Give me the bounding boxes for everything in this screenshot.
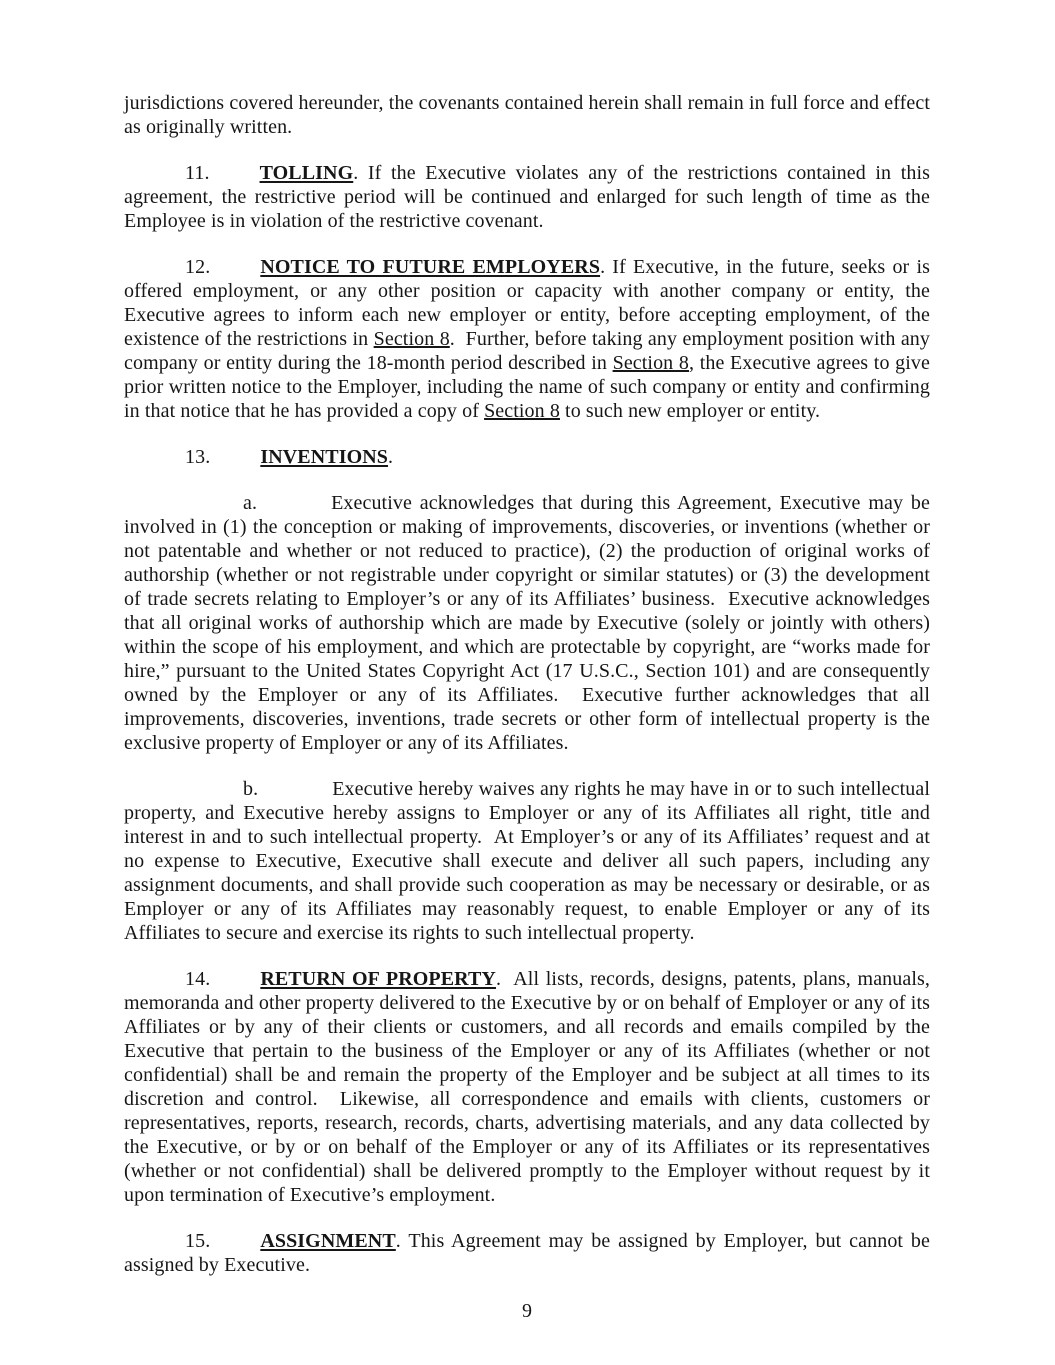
paragraph-number: 11. <box>185 162 210 184</box>
body-text: . This Agreement may be assigned by Employer, but cannot be assigned by Executive. <box>124 1230 930 1276</box>
body-text: . All lists, records, designs, patents, plans, manuals, memoranda and other property delivered to the Executive by or on behalf of Employer or any of its Affiliates or by any of their clients or customers, and all records and emails compiled by the Executive that pertain to the business of the Employer or any of its Affiliates (whether or not confidential) shall be and remain the property of the Employer and be subject at all times to its discretion and control. Likewise, all correspondence and emails with clients, customers or representatives, reports, research, records, charts, advertising materials, and any data collected by the Executive, or by or on behalf of the Employer or any of its Affiliates or its representatives (whether or not confidential) shall be delivered promptly to the Employer without request by it upon termination of Executive’s employment. <box>124 968 930 1206</box>
section-13-inventions-heading <box>124 445 930 469</box>
paragraph-number: 13. <box>185 446 211 468</box>
paragraph-number: a. <box>243 492 258 514</box>
section-12-notice-to-future-employers <box>124 255 930 423</box>
body-text: . Further, before taking any employment position with any company or entity during the 18-month period described in <box>124 328 930 374</box>
section-8-reference: Section 8 <box>612 352 689 374</box>
body-text: . If Executive, in the future, seeks or is offered employment, or any other position or capacity with another company or entity, the Executive agrees to inform each new employer or entity, before accepting employment, of the existence of the restrictions in <box>124 256 931 350</box>
body-text: Executive hereby waives any rights he may have in or to such intellectual property, and Executive hereby assigns to Employer or any of its Affiliates all right, title and interest in and to such intellectual property. At Employer’s or any of its Affiliates’ request and at no expense to Executive, Executive shall execute and deliver all such papers, including any assignment documents, and shall provide such cooperation as may be necessary or desirable, or as Employer or any of its Affiliates may reasonably request, to enable Employer or any of its Affiliates to secure and exercise its rights to such intellectual property. <box>124 778 930 944</box>
body-text: jurisdictions covered hereunder, the covenants contained herein shall remain in full force and effect as originally written. <box>124 92 930 138</box>
paragraph-number: 12. <box>185 256 211 278</box>
body-text: , the Executive agrees to give prior written notice to the Employer, including the name of such company or entity and confirming in that notice that he has provided a copy of <box>124 352 930 422</box>
section-heading: INVENTIONS <box>260 446 389 468</box>
body-text: Executive acknowledges that during this Agreement, Executive may be involved in (1) the conception or making of improvements, discoveries, or inventions (whether or not patentable and whether or not reduced to practice), (2) the production of original works of authorship (whether or not registrable under copyright or similar statutes) or (3) the development of trade secrets relating to Employer’s or any of its Affiliates’ business. Executive acknowledges that all original works of authorship which are made by Executive (solely or jointly with others) within the scope of his employment, and which are protectable by copyright, are “works made for hire,” pursuant to the United States Copyright Act (17 U.S.C., Section 101) and are consequently owned by the Employer or any of its Affiliates. Executive further acknowledges that all improvements, discoveries, inventions, trade secrets or other form of intellectual property is the exclusive property of Employer or any of its Affiliates. <box>124 492 930 754</box>
section-13a-paragraph <box>124 491 930 755</box>
section-8-reference: Section 8 <box>484 400 560 422</box>
paragraph-number: 15. <box>185 1230 211 1252</box>
page-number: 9 <box>522 1300 532 1322</box>
body-text: . <box>388 446 394 468</box>
section-8-reference: Section 8 <box>373 328 450 350</box>
section-11-tolling <box>124 161 930 233</box>
document-body <box>124 91 930 1277</box>
paragraph-number: 14. <box>185 968 211 990</box>
section-15-assignment <box>124 1229 930 1277</box>
continuation-paragraph <box>124 91 930 139</box>
section-heading: RETURN OF PROPERTY <box>260 968 496 990</box>
section-heading: NOTICE TO FUTURE EMPLOYERS <box>260 256 601 278</box>
section-14-return-of-property <box>124 967 930 1207</box>
body-text: to such new employer or entity. <box>559 400 821 422</box>
section-heading: TOLLING <box>259 162 354 184</box>
section-13b-paragraph <box>124 777 930 945</box>
body-text: . If the Executive violates any of the restrictions contained in this agreement, the restrictive period will be continued and enlarged for such length of time as the Employee is in violation of the restrictive covenant. <box>124 162 930 232</box>
section-heading: ASSIGNMENT <box>260 1230 396 1252</box>
paragraph-number: b. <box>243 778 259 800</box>
